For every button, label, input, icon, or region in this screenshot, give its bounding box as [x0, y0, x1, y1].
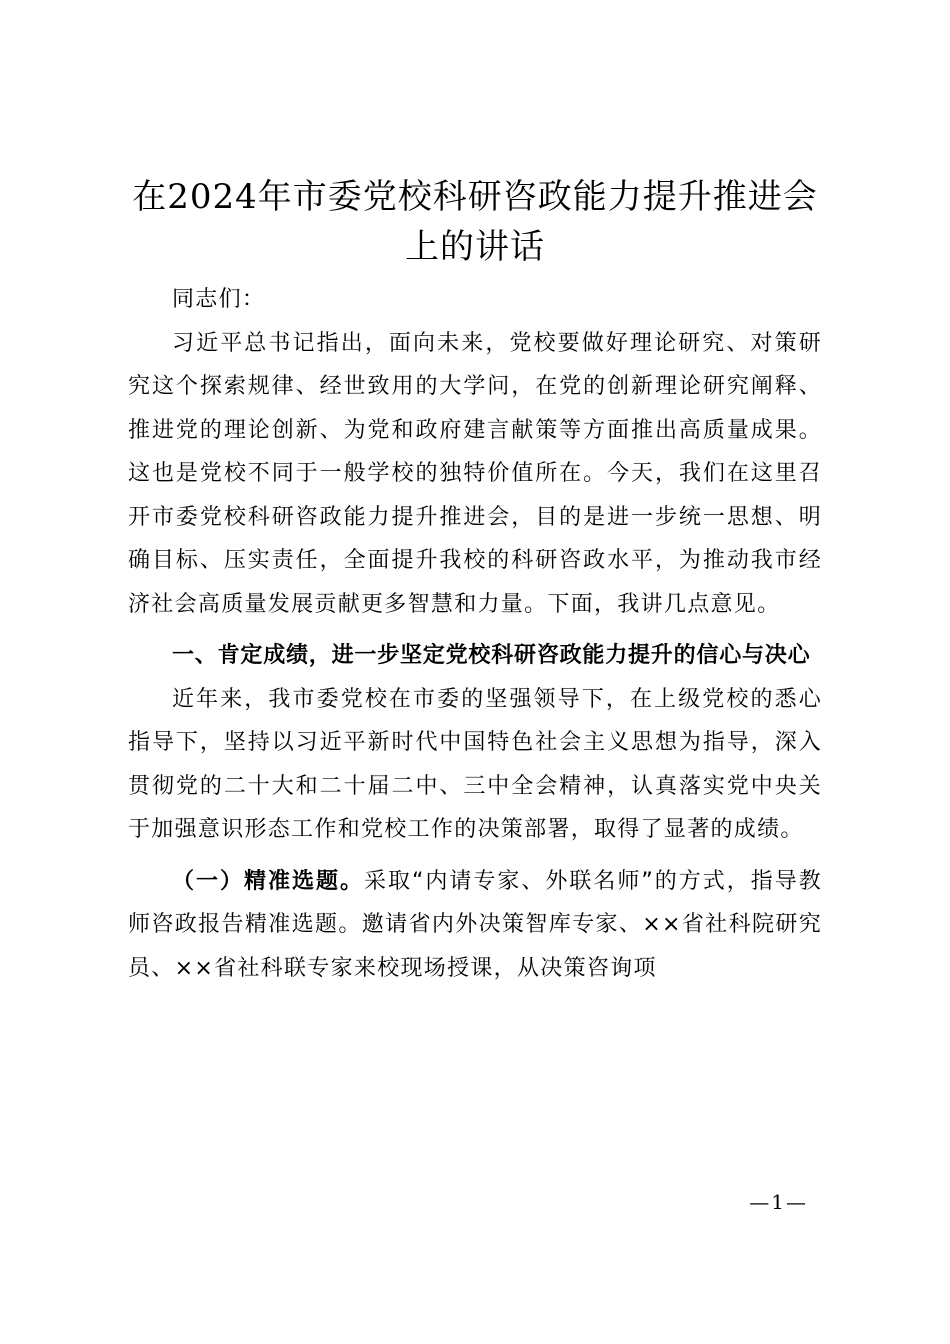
subsection-label: （一）精准选题。	[172, 868, 364, 894]
document-title: 在2024年市委党校科研咨政能力提升推进会上的讲话	[132, 177, 818, 267]
document-body	[128, 278, 822, 990]
body-paragraph: 习近平总书记指出，面向未来，党校要做好理论研究、对策研究这个探索规律、经世致用的大学问，在党的创新理论研究阐释、推进党的理论创新、为党和政府建言献策等方面推出高质量成果。这也是党校不同于一般学校的独特价值所在。今天，我们在这里召开市委党校科研咨政能力提升推进会，目的是进一步统一思想、明确目标、压实责任，全面提升我校的科研咨政水平，为推动我市经济社会高质量发展贡献更多智慧和力量。下面，我讲几点意见。	[128, 330, 822, 617]
section-heading: 一、肯定成绩，进一步坚定党校科研咨政能力提升的信心与决心	[172, 643, 811, 668]
page-number: —1—	[749, 1190, 808, 1214]
subsection-paragraph	[128, 860, 822, 991]
salutation: 同志们：	[172, 287, 266, 312]
subsection-text: 采取“内请专家、外联名师”的方式，指导教师咨政报告精准选题。邀请省内外决策智库专家、××省社科院研究员、××省社科联专家来校现场授课，从决策咨询项	[128, 868, 823, 981]
body-paragraph: 近年来，我市委党校在市委的坚强领导下，在上级党校的悉心指导下，坚持以习近平新时代中国特色社会主义思想为指导，深入贯彻党的二十大和二十届二中、三中全会精神，认真落实党中央关于加强意识形态工作和党校工作的决策部署，取得了显著的成绩。	[128, 686, 822, 842]
